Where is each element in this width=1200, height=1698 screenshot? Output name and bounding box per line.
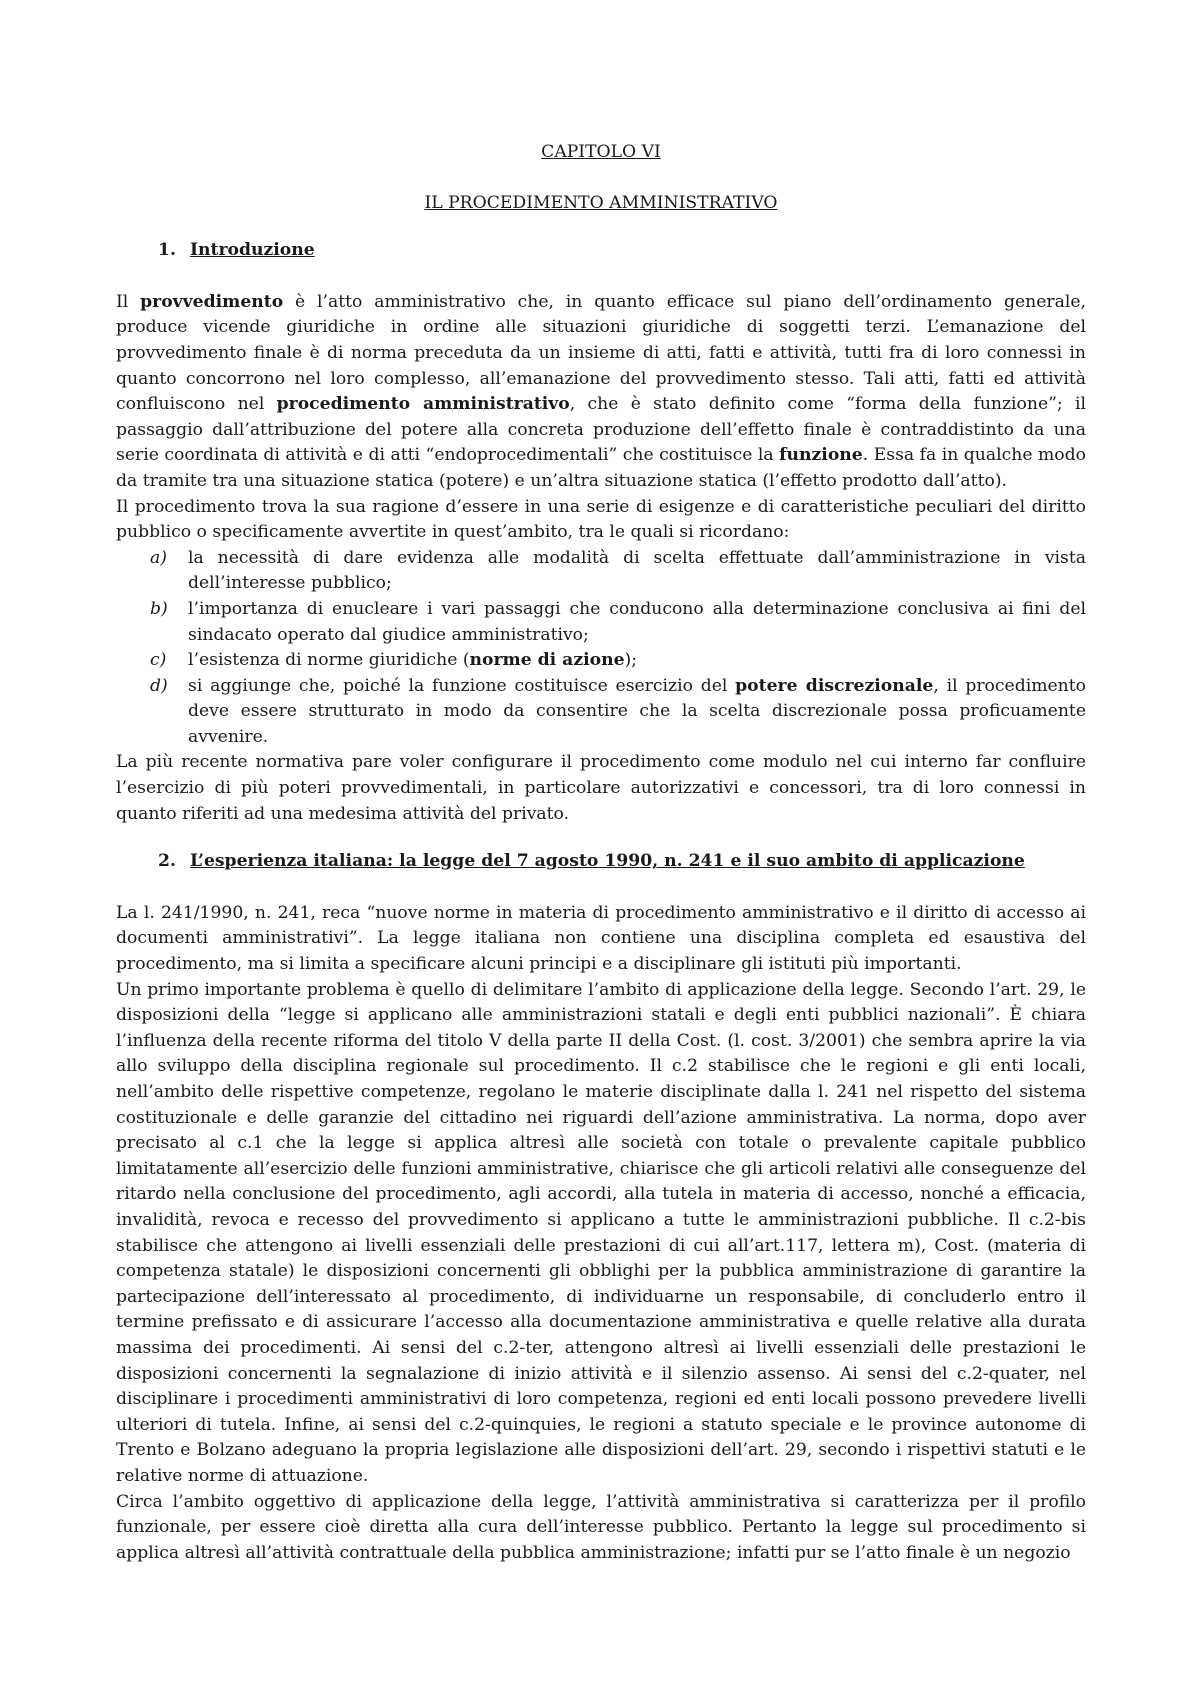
list-item-text: si aggiunge che, poiché la funzione costituisce esercizio del potere discrezionale, il procedimento deve essere strutturato in modo da consentire che la scelta discrezionale possa proficuamente avvenire. <box>188 675 1086 747</box>
section-heading-1 <box>158 238 1086 264</box>
list-marker: b) <box>150 598 168 619</box>
list-item-text: la necessità di dare evidenza alle modalità di scelta effettuate dall’amministrazione in vista dell’interesse pubblico; <box>188 547 1086 594</box>
section-number: 1. <box>158 240 176 261</box>
paragraph: Il provvedimento è l’atto amministrativo che, in quanto efficace sul piano dell’ordinamento generale, produce vicende giuridiche in ordine alle situazioni giuridiche di soggetti terzi. L’emanazione del provvedimento finale è di norma preceduta da un insieme di atti, fatti e attività, tutti fra di loro connessi in quanto concorrono nel loro complesso, all’emanazione del provvedimento stesso. Tali atti, fatti ed attività confluiscono nel procedimento amministrativo, che è stato definito come “forma della funzione”; il passaggio dall’attribuzione del potere alla concreta produzione dell’effetto finale è contraddistinto da una serie coordinata di attività e di atti “endoprocedimentali” che costituisce la funzione. Essa fa in qualche modo da tramite tra una situazione statica (potere) e un’altra situazione statica (l’effetto prodotto dall’atto). <box>116 291 1087 491</box>
paragraph: La l. 241/1990, n. 241, reca “nuove norme in materia di procedimento amministrativo e il diritto di accesso ai documenti amministrativi”. La legge italiana non contiene una disciplina completa ed esaustiva del procedimento, ma si limita a specificare alcuni principi e a disciplinare gli istituti più importanti. <box>116 902 1086 975</box>
section-number: 2. <box>158 851 176 872</box>
list-item <box>116 546 1086 597</box>
paragraph: La più recente normativa pare voler configurare il procedimento come modulo nel cui interno far confluire l’esercizio di più poteri provvedimentali, in particolare autorizzativi e concessori, tra di loro connessi in quanto riferiti ad una medesima attività del privato. <box>116 752 1086 824</box>
list-item-text: l’importanza di enucleare i vari passaggi che conducono alla determinazione conclusiva ai fini del sindacato operato dal giudice amministrativo; <box>188 598 1086 645</box>
section-title: Introduzione <box>190 240 315 261</box>
section-title: L’esperienza italiana: la legge del 7 agosto 1990, n. 241 e il suo ambito di applicazione <box>190 851 1025 872</box>
document-page <box>116 140 1086 1566</box>
chapter-heading: CAPITOLO VI <box>541 142 661 162</box>
list-item-text: l’esistenza di norme giuridiche (norme di azione); <box>188 650 638 671</box>
paragraph: Il procedimento trova la sua ragione d’essere in una serie di esigenze e di caratteristiche peculiari del diritto pubblico o specificamente avvertite in quest’ambito, tra le quali si ricordano: <box>116 496 1086 543</box>
chapter-title: IL PROCEDIMENTO AMMINISTRATIVO <box>424 192 778 213</box>
list-item <box>116 648 1086 674</box>
requirements-list <box>116 546 1086 751</box>
paragraph: Circa l’ambito oggettivo di applicazione della legge, l’attività amministrativa si caratterizza per il profilo funzionale, per essere cioè diretta alla cura dell’interesse pubblico. Pertanto la legge sul procedimento si applica altresì all’attività contrattuale della pubblica amministrazione; infatti pur se l’atto finale è un negozio <box>116 1491 1086 1563</box>
paragraph: Un primo importante problema è quello di delimitare l’ambito di applicazione della legge. Secondo l’art. 29, le disposizioni della “legge si applicano alle amministrazioni statali e degli enti pubblici nazionali”. È chiara l’influenza della recente riforma del titolo V della parte II della Cost. (l. cost. 3/2001) che sembra aprire la via allo sviluppo della disciplina regionale sul procedimento. Il c.2 stabilisce che le regioni e gli enti locali, nell’ambito delle rispettive competenze, regolano le materie disciplinate dalla l. 241 nel rispetto del sistema costituzionale e delle garanzie del cittadino nei riguardi dell’azione amministrativa. La norma, dopo aver precisato al c.1 che la legge si applica altresì alle società con totale o prevalente capitale pubblico limitatamente all’esercizio delle funzioni amministrative, chiarisce che gli articoli relativi alle conseguenze del ritardo nella conclusione del procedimento, agli accordi, alla tutela in materia di accesso, nonché a efficacia, invalidità, revoca e recesso del provvedimento si applicano a tutte le amministrazioni pubbliche. Il c.2-bis stabilisce che attengono ai livelli essenziali delle prestazioni di cui all’art.117, lettera m), Cost. (materia di competenza statale) le disposizioni concernenti gli obblighi per la pubblica amministrazione di garantire la partecipazione dell’interessato al procedimento, di individuarne un responsabile, di concluderlo entro il termine prefissato e di assicurare l’accesso alla documentazione amministrativa e quelle relative alla durata massima dei procedimenti. Ai sensi del c.2-ter, attengono altresì ai livelli essenziali delle prestazioni le disposizioni concernenti la segnalazione di inizio attività e il silenzio assenso. Ai sensi del c.2-quater, nel disciplinare i procedimenti amministrativi di loro competenza, regioni ed enti locali possono prevedere livelli ulteriori di tutela. Infine, ai sensi del c.2-quinquies, le regioni a statuto speciale e le province autonome di Trento e Bolzano adeguano la propria legislazione alle disposizioni dell’art. 29, secondo i rispettivi statuti e le relative norme di attuazione. <box>116 979 1086 1486</box>
list-marker: a) <box>150 547 167 568</box>
list-item <box>116 597 1086 648</box>
section-heading-2 <box>158 849 1086 875</box>
list-item <box>116 674 1086 751</box>
list-marker: d) <box>150 675 168 696</box>
list-marker: c) <box>150 650 167 671</box>
